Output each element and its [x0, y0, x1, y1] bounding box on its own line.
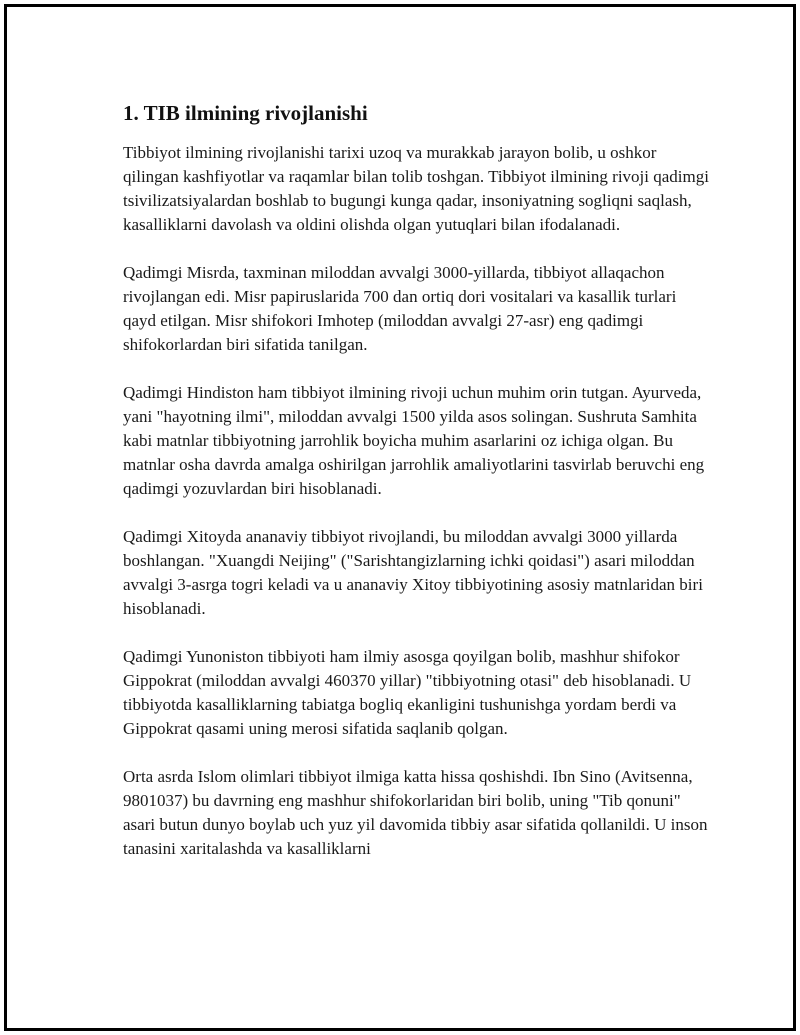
- paragraph-india: Qadimgi Hindiston ham tibbiyot ilmining rivoji uchun muhim orin tutgan. Ayurveda, yani "hayotning ilmi", miloddan avvalgi 1500 yilda asos solingan. Sushruta Samhita kabi matnlar tibbiyotning jarrohlik boyicha muhim asarlarini oz ichiga olgan. Bu matnlar osha davrda amalga oshirilgan jarrohlik amaliyotlarini tasvirlab beruvchi eng qadimgi yozuvlardan biri hisoblanadi.: [123, 383, 705, 498]
- paragraph-china: Qadimgi Xitoyda ananaviy tibbiyot rivojlandi, bu miloddan avvalgi 3000 yillarda boshlangan. "Xuangdi Neijing" ("Sarishtangizlarning ichki qoidasi") asari miloddan avvalgi 3-asrga togri keladi va u ananaviy Xitoy tibbiyotining asosiy matnlaridan biri hisoblanadi.: [123, 527, 703, 618]
- document-body: [123, 99, 713, 861]
- paragraph-greece: Qadimgi Yunoniston tibbiyoti ham ilmiy asosga qoyilgan bolib, mashhur shifokor Gippokrat (miloddan avvalgi 460370 yillar) "tibbiyotning otasi" deb hisoblanadi. U tibbiyotda kasalliklarning tabiatga bogliq ekanligini tushunishga yordam berdi va Gippokrat qasami uning merosi sifatida saqlanib qolgan.: [123, 647, 692, 738]
- paragraph-egypt: Qadimgi Misrda, taxminan miloddan avvalgi 3000-yillarda, tibbiyot allaqachon rivojlangan edi. Misr papiruslarida 700 dan ortiq dori vositalari va kasallik turlari qayd etilgan. Misr shifokori Imhotep (miloddan avvalgi 27-asr) eng qadimgi shifokorlardan biri sifatida tanilgan.: [123, 263, 677, 354]
- paragraph-intro: Tibbiyot ilmining rivojlanishi tarixi uzoq va murakkab jarayon bolib, u oshkor qilingan kashfiyotlar va raqamlar bilan tolib toshgan. Tibbiyot ilmining rivoji qadimgi tsivilizatsiyalardan boshlab to bugungi kunga qadar, insoniyatning sogliqni saqlash, kasalliklarni davolash va oldini olishda olgan yutuqlari bilan ifodalanadi.: [123, 143, 709, 234]
- section-heading: 1. TIB ilmining rivojlanishi: [123, 101, 368, 125]
- paragraph-islamic-medicine: Orta asrda Islom olimlari tibbiyot ilmiga katta hissa qoshishdi. Ibn Sino (Avitsenna, 9801037) bu davrning eng mashhur shifokorlaridan biri bolib, uning "Tib qonuni" asari butun dunyo boylab uch yuz yil davomida tibbiy asar sifatida qollanildi. U inson tanasini xaritalashda va kasalliklarni: [123, 767, 708, 858]
- page-frame: [4, 4, 796, 1031]
